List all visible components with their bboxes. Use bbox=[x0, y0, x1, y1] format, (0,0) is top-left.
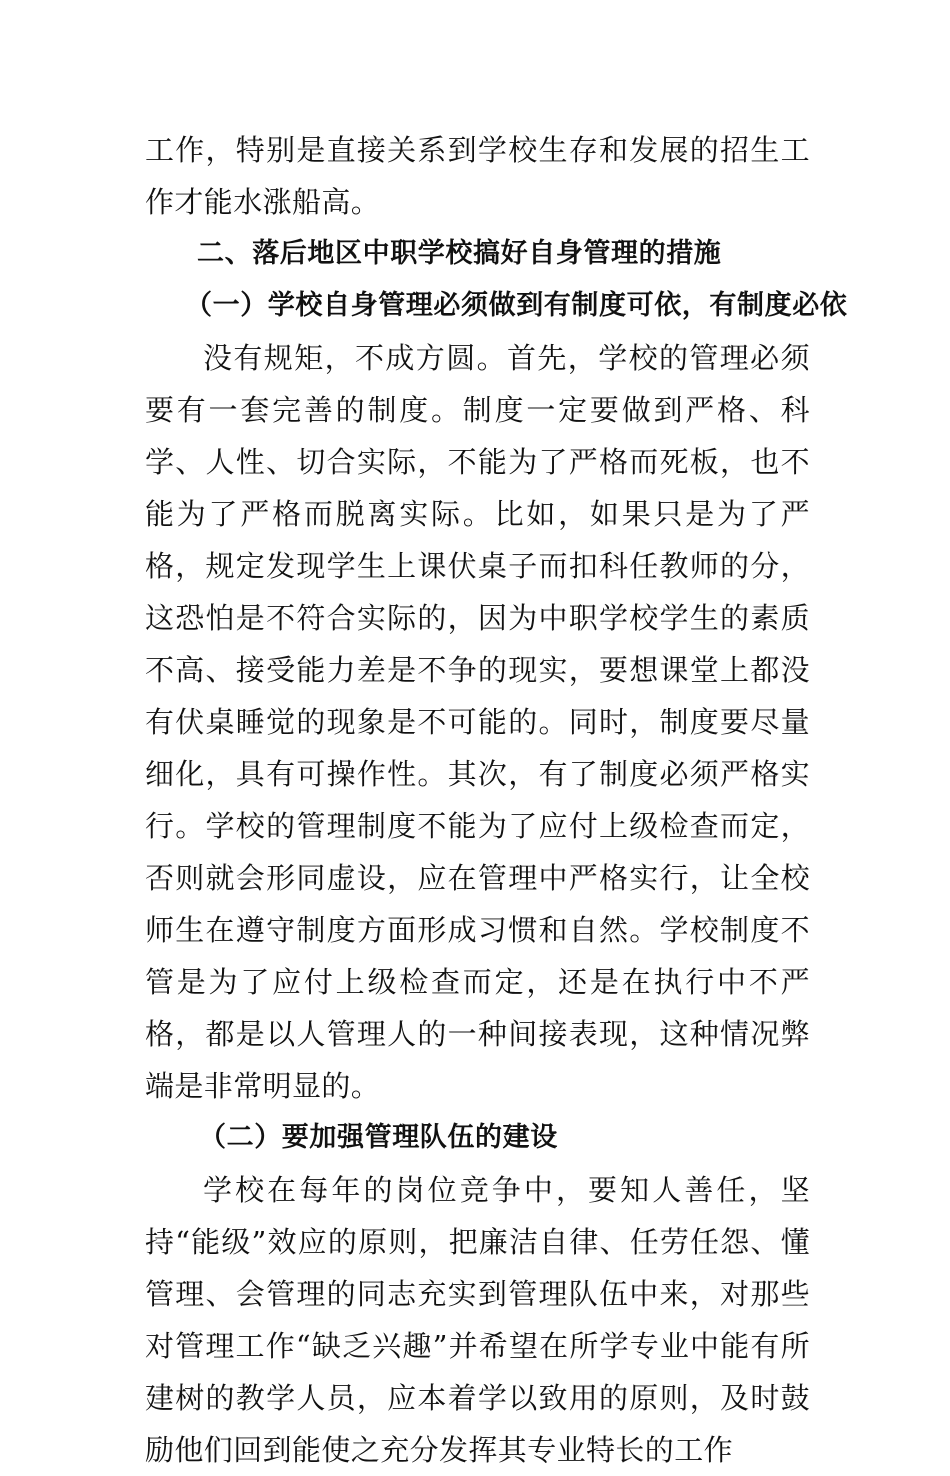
document-body bbox=[145, 124, 848, 1476]
continuation-paragraph: 工作，特别是直接关系到学校生存和发展的招生工作才能水涨船高。 bbox=[145, 133, 810, 219]
subsection-heading-1: （一）学校自身管理必须做到有制度可依，有制度必依 bbox=[185, 290, 848, 321]
section-heading: 二、落后地区中职学校搞好自身管理的措施 bbox=[197, 238, 722, 269]
subsection-heading-2: （二）要加强管理队伍的建设 bbox=[199, 1122, 558, 1153]
body-paragraph-1: 没有规矩，不成方圆。首先，学校的管理必须要有一套完善的制度。制度一定要做到严格、科学、人性、切合实际，不能为了严格而死板，也不能为了严格而脱离实际。比如，如果只是为了严格，规定发现学生上课伏桌子而扣科任教师的分，这恐怕是不符合实际的，因为中职学校学生的素质不高、接受能力差是不争的现实，要想课堂上都没有伏桌睡觉的现象是不可能的。同时，制度要尽量细化，具有可操作性。其次，有了制度必须严格实行。学校的管理制度不能为了应付上级检查而定，否则就会形同虚设，应在管理中严格实行，让全校师生在遵守制度方面形成习惯和自然。学校制度不管是为了应付上级检查而定，还是在执行中不严格，都是以人管理人的一种间接表现，这种情况弊端是非常明显的。 bbox=[145, 341, 810, 1103]
body-paragraph-2: 学校在每年的岗位竞争中，要知人善任，坚持“能级”效应的原则，把廉洁自律、任劳任怨、懂管理、会管理的同志充实到管理队伍中来，对那些对管理工作“缺乏兴趣”并希望在所学专业中能有所建树的教学人员，应本着学以致用的原则，及时鼓励他们回到能使之充分发挥其专业特长的工作 bbox=[145, 1173, 810, 1467]
